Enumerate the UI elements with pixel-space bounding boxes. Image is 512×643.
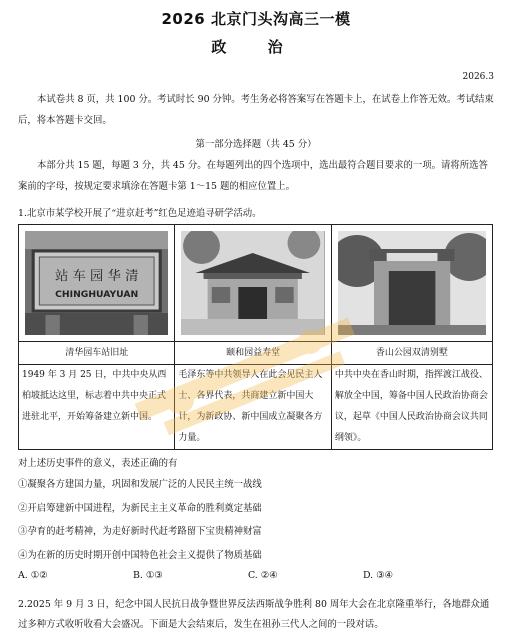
- photo-chinese-chars: 站 车 园 华 清: [54, 269, 139, 284]
- section-instruction: 本部分共 15 题，每题 3 分，共 45 分。在每题列出的四个选项中，选出最符合题目要求的一项。请将所选答案前的字母，按规定要求填涂在答题卡第 1～15 题的相应位置上。: [18, 160, 488, 192]
- description-3: 中共中央在香山时期，指挥渡江战役、解放全中国，筹备中国人民政治协商会议，起草《中国人民政治协商会议共同纲领》。: [331, 365, 492, 450]
- caption-1: 清华园车站旧址: [19, 342, 175, 365]
- question-2-stem: 2.2025 年 9 月 3 日，纪念中国人民抗日战争暨世界反法西斯战争胜利 80 周年大会在北京隆重举行，各地群众通过多种方式收听收看大会盛况。下面是大会结束后，发生在祖孙三代人之间的一段对话。: [18, 599, 490, 630]
- description-2: 毛泽东等中共领导人在此会见民主人士、各界代表，共商建立新中国大计，为新政协、新中国成立凝聚各方力量。: [175, 365, 331, 450]
- question-1-table: [18, 224, 493, 450]
- subject-title: 政 治: [211, 38, 301, 56]
- question-1-stem: 1.北京市某学校开展了“进京赶考”红色足迹追寻研学活动。: [18, 208, 262, 219]
- photo-cell-1: [19, 225, 175, 342]
- statement-1: ①凝聚各方建国力量，巩固和发展广泛的人民民主统一战线: [18, 479, 262, 490]
- answer-choices: [18, 570, 498, 581]
- exam-title: 2026 北京门头沟高三一模: [161, 10, 351, 28]
- statement-4: ④为在新的历史时期开创中国特色社会主义提供了物质基础: [18, 550, 262, 561]
- choice-b[interactable]: B. ①③: [132, 570, 163, 581]
- photo-shuangqing-villa: [338, 231, 486, 335]
- exam-date: 2026.3: [462, 72, 494, 82]
- question-1-prompt: 对上述历史事件的意义，表述正确的有: [18, 458, 178, 469]
- choice-c[interactable]: C. ②④: [247, 570, 278, 581]
- caption-3: 香山公园双清别墅: [331, 342, 492, 365]
- statement-3: ③孕育的赶考精神，为走好新时代赶考路留下宝贵精神财富: [18, 526, 262, 537]
- statement-2: ②开启筹建新中国进程，为新民主主义革命的胜利奠定基础: [18, 503, 262, 514]
- photo-tsinghuayuan-station: [25, 231, 168, 335]
- photo-yishoutang: [181, 231, 324, 335]
- intro-paragraph: 本试卷共 8 页，共 100 分。考试时长 90 分钟。考生务必将答案写在答题卡上，在试卷上作答无效。考试结束后，将本答题卡交回。: [18, 94, 494, 126]
- photo-cell-2: [175, 225, 331, 342]
- description-1: 1949 年 3 月 25 日，中共中央从西柏坡抵达这里，标志着中共中央正式进驻北平，开始筹备建立新中国。: [19, 365, 175, 450]
- photo-english-text: CHINGHUAYUAN: [55, 290, 139, 300]
- section-title: 第一部分选择题（共 45 分）: [195, 139, 317, 150]
- choice-a[interactable]: A. ①②: [18, 570, 48, 581]
- caption-2: 颐和园益寿堂: [175, 342, 331, 365]
- choice-d[interactable]: D. ③④: [362, 570, 393, 581]
- photo-cell-3: [331, 225, 492, 342]
